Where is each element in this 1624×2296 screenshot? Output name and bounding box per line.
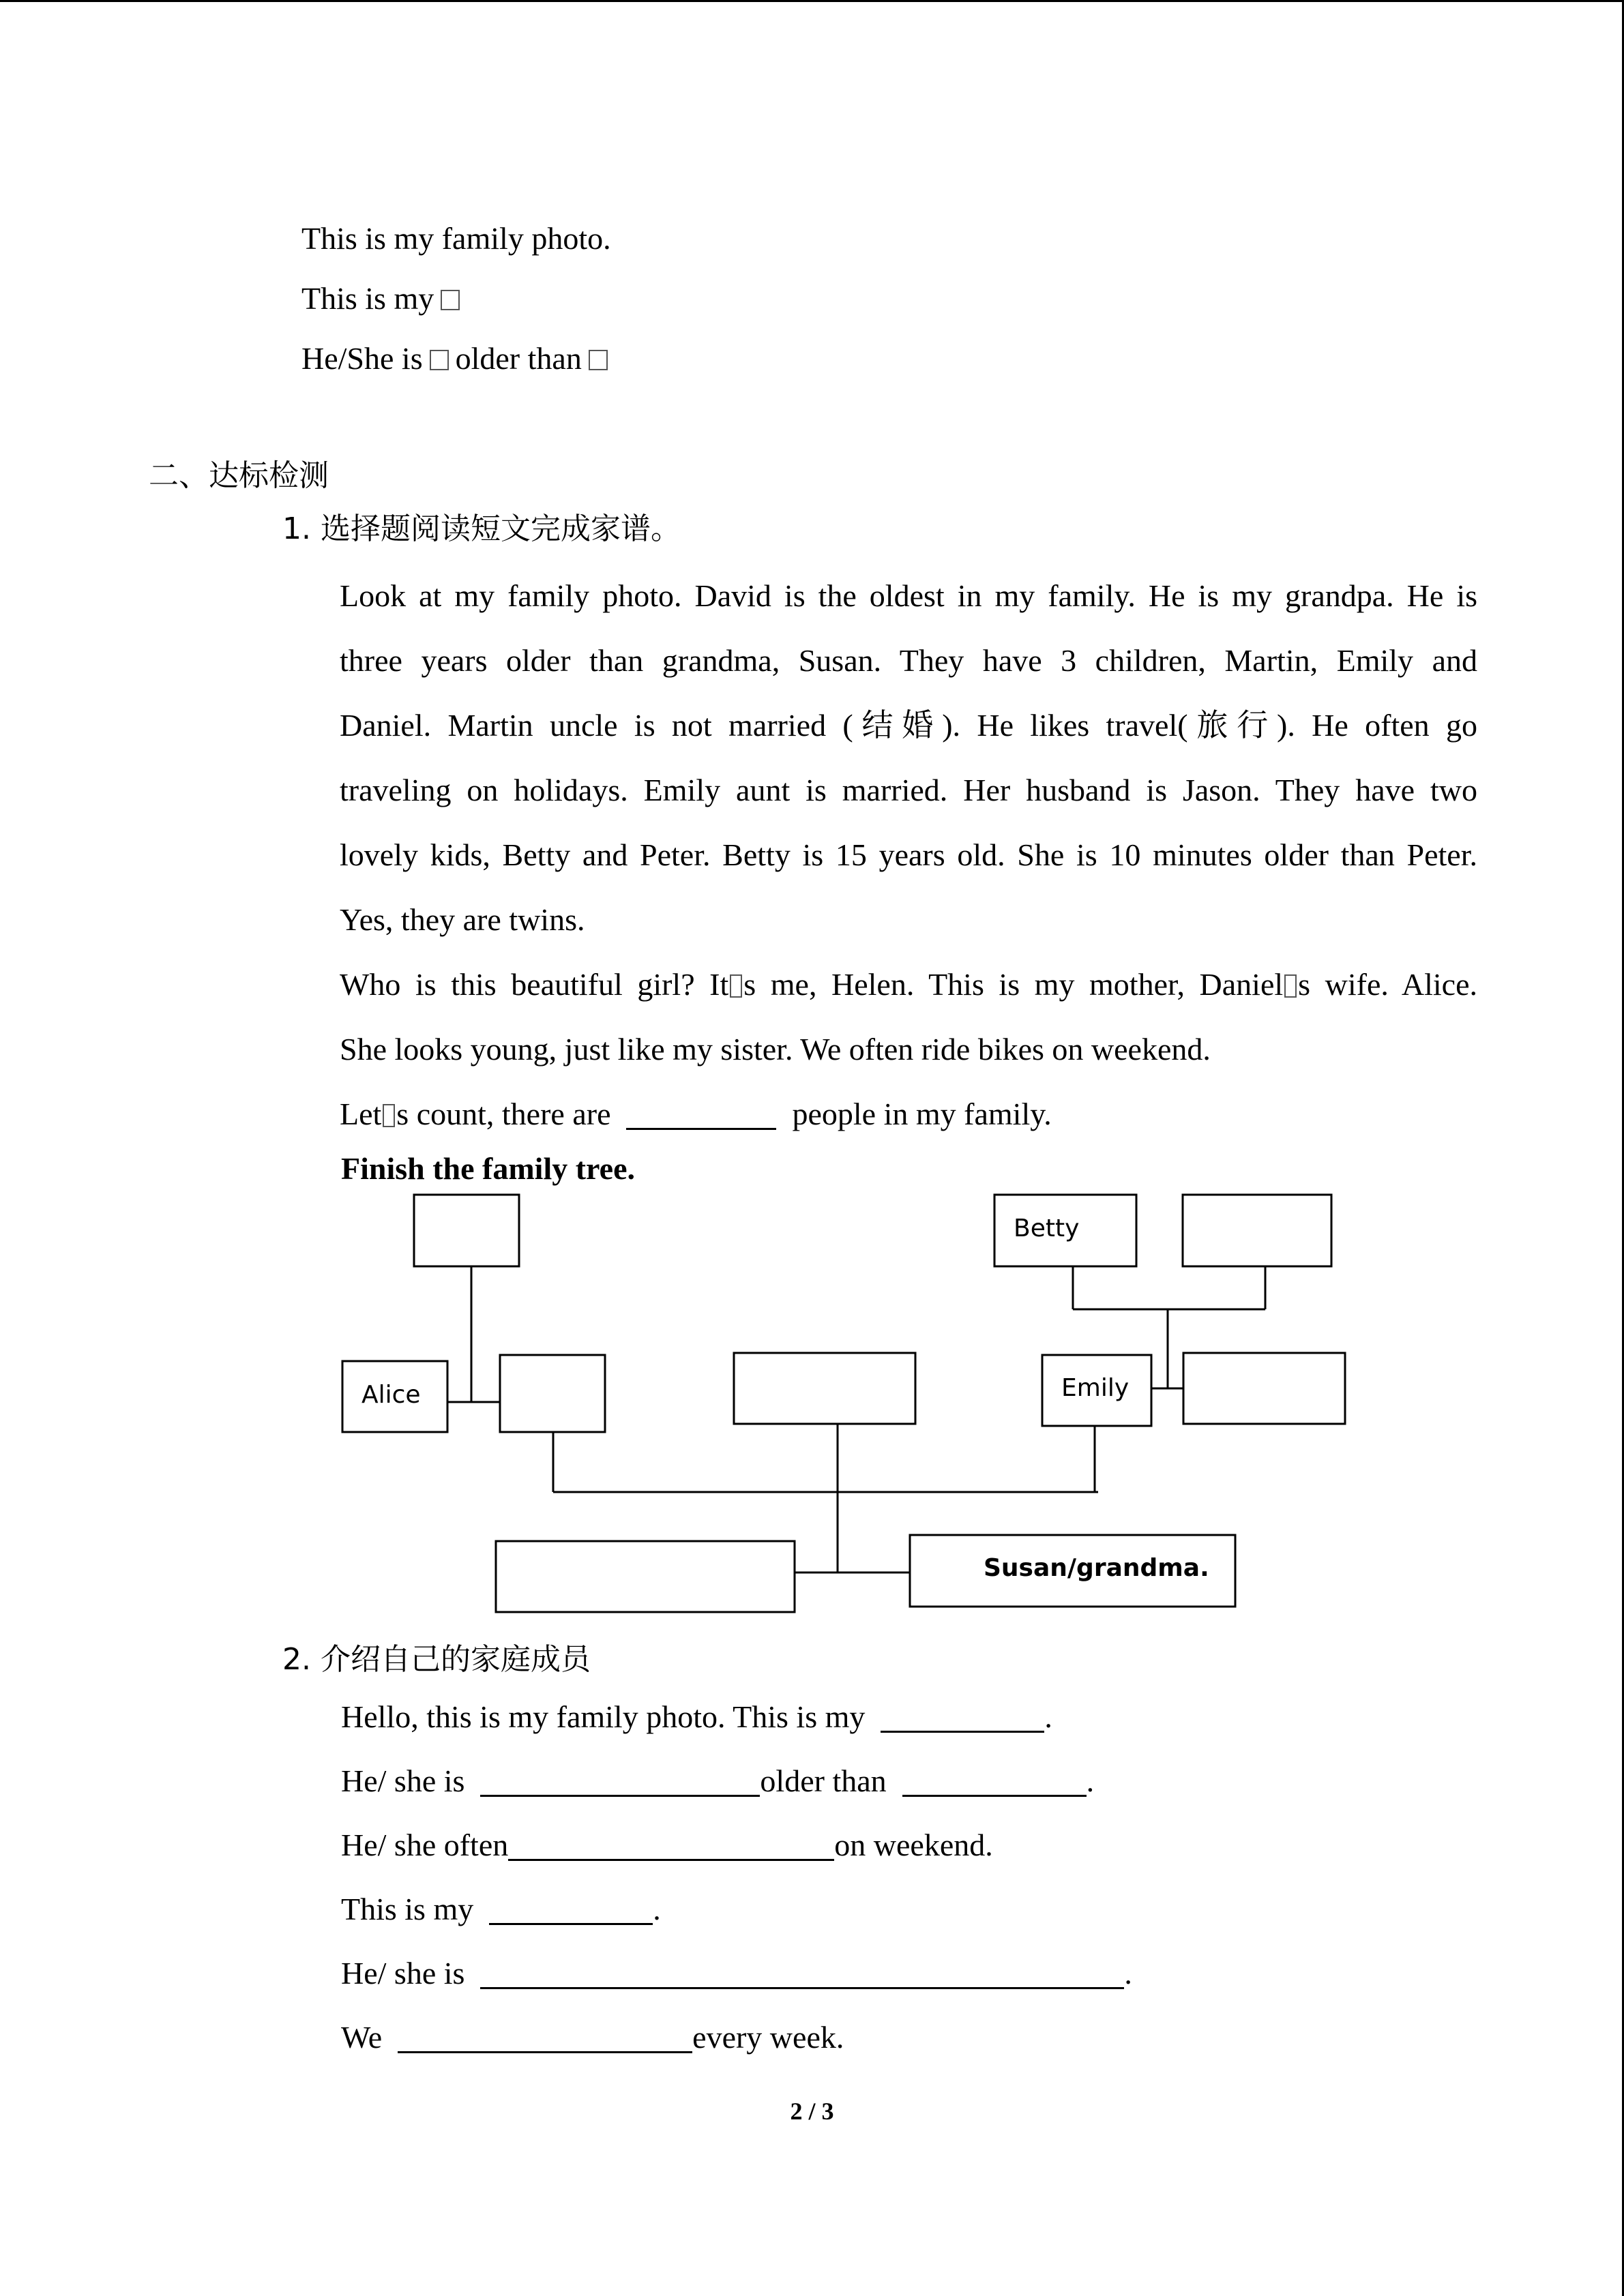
this-is-my-line <box>301 278 467 319</box>
tree-label-emily: Emily <box>1061 1374 1130 1402</box>
passage-line: lovely kids, Betty and Peter. Betty is 15 years old. She is 10 minutes older than Peter. <box>340 837 1477 872</box>
passage-line: She looks young, just like my sister. We often ride bikes on weekend. <box>340 1032 1211 1067</box>
finish-tree-title: Finish the family tree. <box>341 1151 635 1186</box>
missing-glyph-box <box>730 974 742 998</box>
answer-blank[interactable] <box>902 1768 1087 1797</box>
intro-line-5: He/ she is . <box>341 1956 1132 1991</box>
passage-line: traveling on holidays. Emily aunt is married. Her husband is Jason. They have two <box>340 773 1477 807</box>
passage-line: Yes, they are twins. <box>340 902 585 937</box>
question-1-title: 1. 选择题阅读短文完成家谱。 <box>282 511 681 546</box>
text-line: This is my family photo. <box>301 221 611 256</box>
page-number: 2 / 3 <box>790 2098 834 2125</box>
text-line: older than <box>455 341 582 376</box>
missing-glyph-box <box>1284 974 1297 998</box>
family-photo-line <box>301 218 611 259</box>
answer-blank[interactable] <box>489 1896 653 1925</box>
intro-line-3: He/ she often on weekend. <box>341 1828 993 1862</box>
text-line: He/She is <box>301 341 423 376</box>
missing-glyph-box <box>589 350 608 370</box>
intro-line-2: He/ she is older than . <box>341 1763 1095 1798</box>
intro-line-1: Hello, this is my family photo. This is my . <box>341 1699 1052 1734</box>
intro-line-6: We every week. <box>341 2020 844 2055</box>
passage-line: Look at my family photo. David is the oldest in my family. He is my grandpa. He is <box>340 578 1477 613</box>
missing-glyph-box <box>430 350 449 370</box>
tree-label-susan: Susan/grandma. <box>984 1554 1209 1582</box>
passage-line: three years older than grandma, Susan. They have 3 children, Martin, Emily and <box>340 643 1477 678</box>
passage-line: Daniel. Martin uncle is not married (结婚). He likes travel(旅行). He often go <box>340 708 1477 743</box>
intro-line-4: This is my . <box>341 1892 661 1926</box>
tree-label-alice: Alice <box>361 1381 421 1409</box>
missing-glyph-box <box>383 1104 395 1127</box>
answer-blank[interactable] <box>480 1768 760 1797</box>
answer-blank[interactable] <box>480 1960 1124 1989</box>
tree-label-betty: Betty <box>1014 1214 1080 1242</box>
answer-blank[interactable] <box>626 1101 776 1130</box>
answer-blank[interactable] <box>881 1703 1044 1733</box>
reading-passage <box>340 563 1477 1146</box>
section-heading: 二、达标检测 <box>149 458 329 493</box>
count-line: Let s count, there are people in my family. <box>340 1097 1052 1131</box>
text-line: This is my <box>301 281 434 316</box>
answer-blank[interactable] <box>398 2024 692 2053</box>
older-than-line <box>301 338 615 379</box>
answer-blank[interactable] <box>508 1832 834 1861</box>
passage-line: Who is this beautiful girl? It s me, Helen. This is my mother, Daniel s wife. Alice. <box>340 967 1477 1002</box>
missing-glyph-box <box>441 290 460 310</box>
question-2-title: 2. 介绍自己的家庭成员 <box>282 1642 591 1677</box>
